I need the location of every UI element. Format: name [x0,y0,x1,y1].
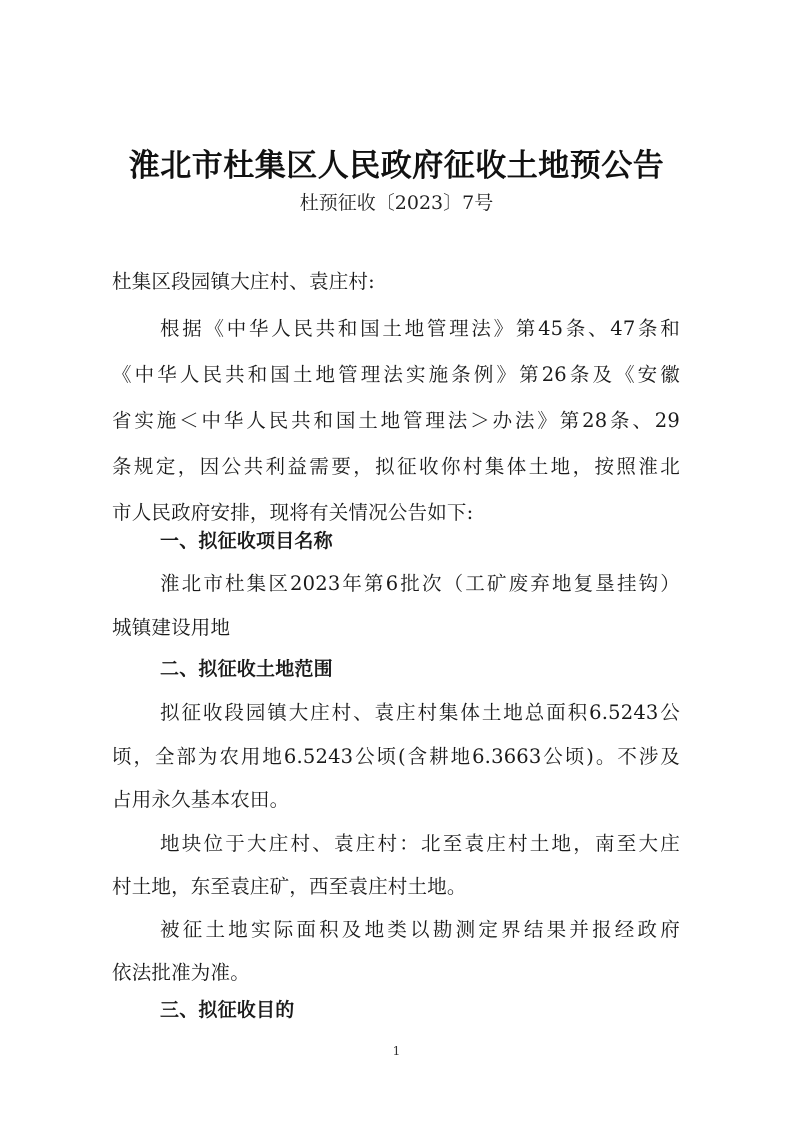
document-title: 淮北市杜集区人民政府征收土地预公告 [128,148,665,184]
section-heading-land-scope: 二、拟征收土地范围 [160,658,333,680]
section-heading-project-name: 一、拟征收项目名称 [160,530,333,552]
section-line: 地块位于大庄村、袁庄村：北至袁庄村土地，南至大庄 [160,832,680,855]
page-number: 1 [392,1044,401,1058]
section-line: 村土地，东至袁庄矿，西至袁庄村土地。 [112,875,467,898]
intro-line: 市人民政府安排，现将有关情况公告如下: [112,501,474,524]
intro-line: 《中华人民共和国土地管理法实施条例》第26条及《安徽 [112,363,680,386]
intro-line: 根据《中华人民共和国土地管理法》第45条、47条和 [160,317,680,340]
document-number: 杜预征收〔2023〕7号 [299,192,494,214]
addressee: 杜集区段园镇大庄村、袁庄村: [112,270,375,293]
intro-line: 条规定，因公共利益需要，拟征收你村集体土地，按照淮北 [112,455,680,478]
section-line: 淮北市杜集区2023年第6批次（工矿废弃地复垦挂钩） [160,572,680,595]
section-heading-purpose: 三、拟征收目的 [160,999,295,1021]
section-line: 被征土地实际面积及地类以勘测定界结果并报经政府 [160,918,680,941]
section-line: 依法批准为准。 [112,961,250,984]
section-line: 拟征收段园镇大庄村、袁庄村集体土地总面积6.5243公 [160,701,680,724]
section-line: 顷，全部为农用地6.5243公顷(含耕地6.3663公顷)。不涉及 [112,745,680,768]
section-line: 城镇建设用地 [112,616,231,639]
intro-line: 省实施＜中华人民共和国土地管理法＞办法》第28条、29 [112,409,680,432]
section-line: 占用永久基本农田。 [112,788,290,811]
